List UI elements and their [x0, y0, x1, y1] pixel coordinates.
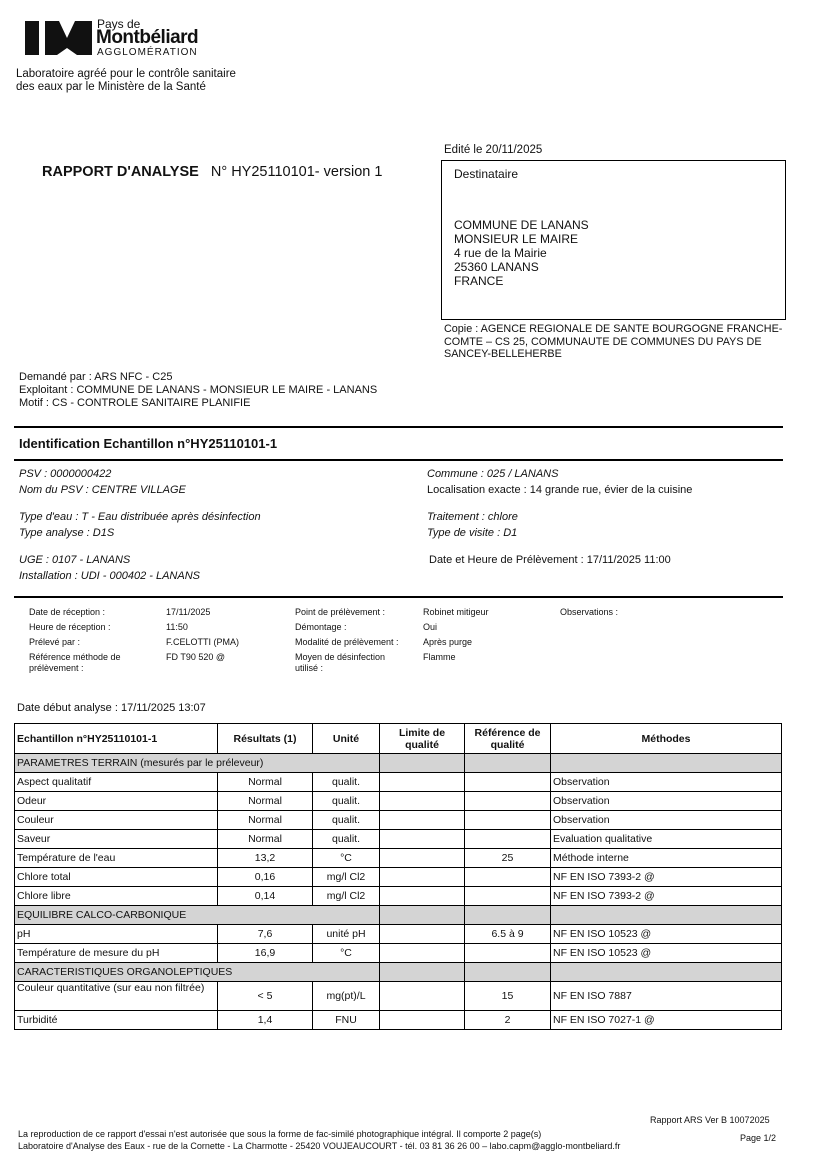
table-cell: NF EN ISO 7393-2 @ [551, 868, 782, 887]
column-header: Méthodes [551, 724, 782, 754]
treatment: Traitement : chlore [427, 511, 518, 523]
table-cell: mg/l Cl2 [313, 887, 380, 906]
label: Point de prélèvement : [295, 607, 386, 617]
address-line: 4 rue de la Mairie [454, 246, 547, 260]
table-cell: unité pH [313, 925, 380, 944]
section-cell [380, 754, 465, 773]
table-cell: Normal [218, 830, 313, 849]
table-cell [465, 811, 551, 830]
table-cell: Turbidité [15, 1011, 218, 1030]
logo-line1: Pays de [97, 17, 141, 31]
recipient-heading: Destinataire [454, 167, 519, 181]
table-row [15, 925, 782, 944]
water-type: Type d'eau : T - Eau distribuée après désinfection [19, 511, 261, 523]
visit-type: Type de visite : D1 [427, 527, 518, 539]
table-cell: °C [313, 944, 380, 963]
table-cell [380, 925, 465, 944]
table-cell: 6.5 à 9 [465, 925, 551, 944]
reason: Motif : CS - CONTROLE SANITAIRE PLANIFIE [19, 397, 251, 409]
lab-address: Laboratoire d'Analyse des Eaux - rue de la Cornette - La Charmotte - 25420 VOUJEAUCOURT - tél. 03 81 36 26 00 – labo.capm@agglo-montbeliard.fr [18, 1141, 621, 1151]
table-cell: < 5 [218, 982, 313, 1011]
table-row [15, 1011, 782, 1030]
table-cell: qualit. [313, 773, 380, 792]
table-cell [380, 944, 465, 963]
label: Référence méthode de prélèvement : [29, 652, 121, 673]
section-title: CARACTERISTIQUES ORGANOLEPTIQUES [15, 963, 380, 982]
value: 17/11/2025 [166, 607, 211, 617]
column-header: Résultats (1) [218, 724, 313, 754]
reproduction-notice: La reproduction de ce rapport d'essai n'est autorisée que sous la forme de fac-similé photographique intégral. Il comporte 2 page(s) [18, 1129, 542, 1139]
psv: PSV : 0000000422 [19, 468, 112, 480]
table-cell [465, 792, 551, 811]
section-row [15, 963, 782, 982]
table-cell: mg(pt)/L [313, 982, 380, 1011]
address-line: FRANCE [454, 274, 504, 288]
requested-by: Demandé par : ARS NFC - C25 [19, 371, 173, 383]
table-cell [380, 982, 465, 1011]
logo-line3: AGGLOMÉRATION [97, 47, 198, 58]
value: Oui [423, 622, 438, 632]
sampling-values [423, 605, 489, 665]
table-row [15, 792, 782, 811]
logo-line2: Montbéliard [96, 27, 199, 48]
table-cell: mg/l Cl2 [313, 868, 380, 887]
table-header [15, 724, 782, 754]
analysis-start-date: Date début analyse : 17/11/2025 13:07 [17, 702, 206, 714]
table-cell [380, 830, 465, 849]
sampling-datetime: Date et Heure de Prélèvement : 17/11/2025 11:00 [429, 554, 671, 566]
table-cell: qualit. [313, 792, 380, 811]
ident-left [19, 468, 261, 583]
report-number: N° HY25110101- version 1 [210, 164, 383, 180]
table-cell: qualit. [313, 830, 380, 849]
logo [25, 17, 215, 58]
value: F.CELOTTI (PMA) [166, 637, 240, 647]
lab-line: des eaux par le Ministère de la Santé [16, 81, 206, 93]
table-cell: 13,2 [218, 849, 313, 868]
section-cell [380, 906, 465, 925]
table-cell: Evaluation qualitative [551, 830, 782, 849]
installation: Installation : UDI - 000402 - LANANS [19, 570, 200, 582]
table-cell: Normal [218, 792, 313, 811]
uge: UGE : 0107 - LANANS [19, 554, 131, 566]
table-cell: °C [313, 849, 380, 868]
table-cell [380, 773, 465, 792]
column-header: Echantillon n°HY25110101-1 [15, 724, 218, 754]
section-cell [465, 906, 551, 925]
section-row [15, 906, 782, 925]
table-row [15, 944, 782, 963]
lab-accreditation [16, 68, 236, 94]
table-cell: Température de l'eau [15, 849, 218, 868]
table-cell: NF EN ISO 7027-1 @ [551, 1011, 782, 1030]
operator: Exploitant : COMMUNE DE LANANS - MONSIEUR LE MAIRE - LANANS [19, 384, 378, 396]
analysis-type: Type analyse : D1S [19, 527, 115, 539]
table-row [15, 830, 782, 849]
table-cell: 0,14 [218, 887, 313, 906]
section-cell [465, 963, 551, 982]
label: Date de réception : [29, 607, 106, 617]
table-cell: 25 [465, 849, 551, 868]
table-cell: Température de mesure du pH [15, 944, 218, 963]
section-cell [551, 754, 782, 773]
table-cell: Normal [218, 811, 313, 830]
table-cell: NF EN ISO 10523 @ [551, 925, 782, 944]
report-title [42, 164, 382, 180]
section-cell [380, 963, 465, 982]
table-row [15, 868, 782, 887]
table-cell: Saveur [15, 830, 218, 849]
section-title: EQUILIBRE CALCO-CARBONIQUE [15, 906, 380, 925]
sample-title: Identification Echantillon n°HY25110101-1 [19, 436, 278, 451]
exact-location: Localisation exacte : 14 grande rue, évier de la cuisine [427, 484, 693, 496]
address-line: 25360 LANANS [454, 260, 539, 274]
table-cell: FNU [313, 1011, 380, 1030]
reception-values [166, 605, 239, 665]
table-row [15, 982, 782, 1011]
commune: Commune : 025 / LANANS [427, 468, 559, 480]
ident-right [427, 468, 692, 567]
table-cell [465, 868, 551, 887]
observations-label: Observations : [560, 607, 619, 617]
label: Moyen de désinfection utilisé : [295, 652, 386, 673]
value: Flamme [423, 652, 456, 662]
table-cell: NF EN ISO 10523 @ [551, 944, 782, 963]
copy-recipients: Copie : AGENCE REGIONALE DE SANTE BOURGOGNE FRANCHE-COMTE – CS 25, COMMUNAUTE DE COMMUNES DU PAYS DE SANCEY-BELLEHERBE [444, 323, 783, 360]
report-version: Rapport ARS Ver B 10072025 [650, 1115, 770, 1125]
column-header: Référence de qualité [465, 724, 551, 754]
table-cell: Chlore total [15, 868, 218, 887]
table-cell [380, 792, 465, 811]
table-cell: Couleur quantitative (sur eau non filtrée) [15, 982, 218, 1011]
table-row [15, 773, 782, 792]
section-cell [465, 754, 551, 773]
table-cell [465, 887, 551, 906]
table-cell: Observation [551, 811, 782, 830]
section-title: PARAMETRES TERRAIN (mesurés par le préleveur) [15, 754, 380, 773]
label: Modalité de prélèvement : [295, 637, 399, 647]
table-cell: pH [15, 925, 218, 944]
table-cell: 2 [465, 1011, 551, 1030]
request-info [19, 371, 377, 410]
lab-line: Laboratoire agréé pour le contrôle sanitaire [16, 68, 236, 80]
table-cell [465, 773, 551, 792]
column-header: Limite de qualité [380, 724, 465, 754]
table-cell: 0,16 [218, 868, 313, 887]
table-cell: Observation [551, 773, 782, 792]
table-cell [380, 868, 465, 887]
value: Après purge [423, 637, 473, 647]
table-cell: 7,6 [218, 925, 313, 944]
table-cell: Chlore libre [15, 887, 218, 906]
table-cell: 16,9 [218, 944, 313, 963]
section-cell [551, 963, 782, 982]
label: Prélevé par : [29, 637, 81, 647]
table-cell: Méthode interne [551, 849, 782, 868]
table-row [15, 811, 782, 830]
footer-text [18, 1128, 620, 1152]
table-cell: qualit. [313, 811, 380, 830]
table-cell: Normal [218, 773, 313, 792]
table-cell [380, 887, 465, 906]
table-cell: Odeur [15, 792, 218, 811]
table-cell: NF EN ISO 7887 [551, 982, 782, 1011]
table-cell: 15 [465, 982, 551, 1011]
label: Heure de réception : [29, 622, 111, 632]
value: Robinet mitigeur [423, 607, 489, 617]
edit-date: Edité le 20/11/2025 [444, 144, 543, 156]
section-cell [551, 906, 782, 925]
recipient-box [441, 160, 786, 320]
psv-name: Nom du PSV : CENTRE VILLAGE [19, 484, 186, 496]
table-cell: 1,4 [218, 1011, 313, 1030]
table-cell [465, 830, 551, 849]
table-cell [380, 811, 465, 830]
results-table [14, 723, 782, 1030]
sampling-labels [295, 605, 415, 674]
report-title-label: RAPPORT D'ANALYSE [42, 164, 199, 180]
table-row [15, 887, 782, 906]
table-cell: Observation [551, 792, 782, 811]
page-number: Page 1/2 [740, 1133, 777, 1143]
table-row [15, 849, 782, 868]
table-cell: Aspect qualitatif [15, 773, 218, 792]
section-row [15, 754, 782, 773]
address-line: MONSIEUR LE MAIRE [454, 232, 579, 246]
address-line: COMMUNE DE LANANS [454, 218, 589, 232]
label: Démontage : [295, 622, 347, 632]
table-cell [380, 849, 465, 868]
recipient-address [454, 218, 589, 288]
reception-labels [29, 605, 149, 674]
table-cell [380, 1011, 465, 1030]
table-cell [465, 944, 551, 963]
table-cell: NF EN ISO 7393-2 @ [551, 887, 782, 906]
column-header: Unité [313, 724, 380, 754]
table-cell: Couleur [15, 811, 218, 830]
value: 11:50 [166, 622, 188, 632]
value: FD T90 520 @ [166, 652, 225, 662]
